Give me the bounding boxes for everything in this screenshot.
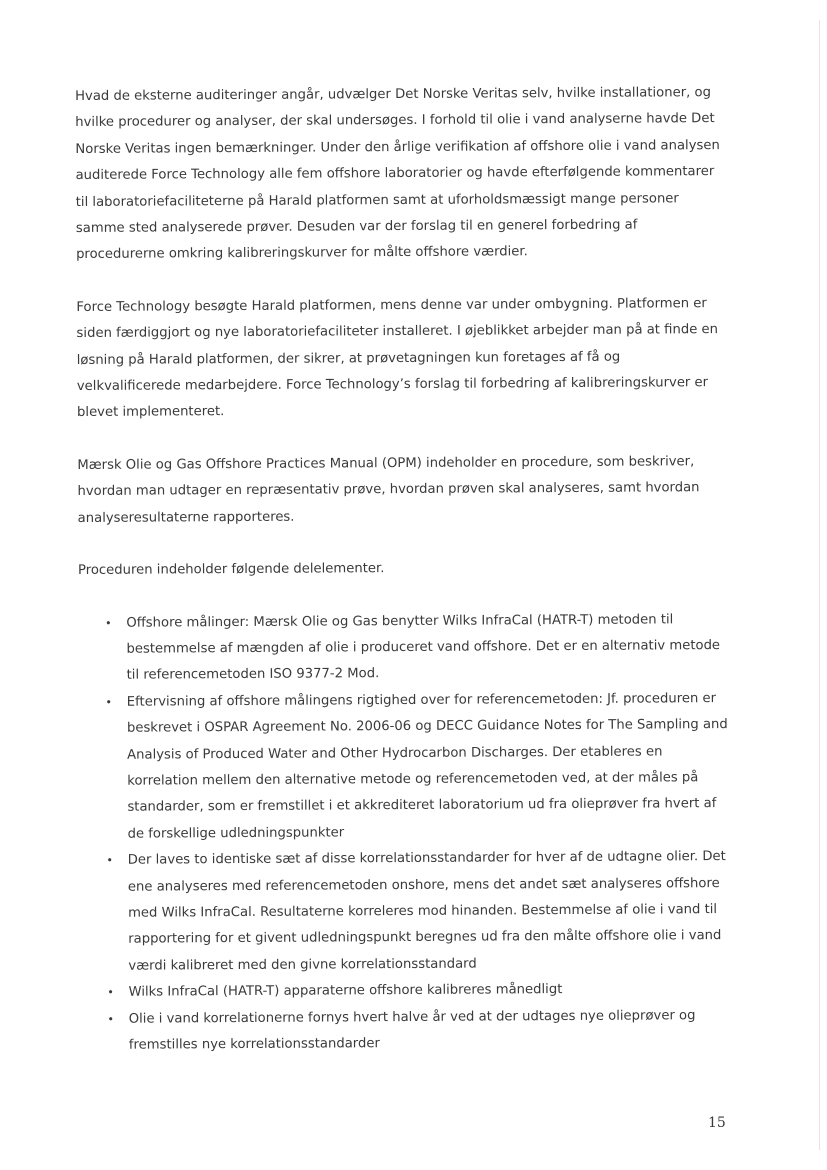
paragraph-opm-manual: Mærsk Olie og Gas Offshore Practices Manual (OPM) indeholder en procedure, som beskriver, hvordan man udtager en repræsentativ prøve, hvordan prøven skal analyseres, samt hvordan analyseresultaterne rapporteres. bbox=[77, 454, 700, 526]
list-item bbox=[80, 844, 731, 980]
document-body bbox=[75, 80, 731, 1059]
bullet-icon: • bbox=[107, 985, 114, 1000]
procedure-bullet-list bbox=[78, 607, 731, 1060]
bullet-text: Olie i vand korrelationerne fornys hvert halve år ved at der udtages nye olieprøver og fremstilles nye korrelationsstandarder bbox=[128, 1007, 696, 1053]
bullet-text: Der laves to identiske sæt af disse korrelationsstandarder for hver af de udtagne olier. Det ene analyseres med referencemetoden onshore, mens det andet sæt analyseres offshore med Wilks InfraCal. Resultaterne korreleres mod hinanden. Bestemmelse af olie i vand til rapportering for et givent udledningspunkt beregnes ud fra den målte offshore olie i vand værdi kalibreret med den givne korrelationsstandard bbox=[127, 849, 726, 974]
list-item bbox=[80, 976, 730, 1006]
bullet-text: Wilks InfraCal (HATR-T) apparaterne offshore kalibreres månedligt bbox=[128, 982, 563, 1000]
bullet-text: Eftervisning af offshore målingens rigtighed over for referencemetoden: Jf. proceduren er beskrevet i OSPAR Agreement No. 2006-06 og DECC Guidance Notes for The Sampling and Analysis of Produced Water and Other Hydrocarbon Discharges. Der etableres en korrelation mellem den alternative metode og referencemetoden ved, at der måles på standarder, som er fremstillet i et akkrediteret laboratorium ud fra olieprøver fra hvert af de forskellige udledningspunkter bbox=[126, 690, 728, 842]
bullet-icon: • bbox=[105, 695, 113, 709]
paragraph-audit: Hvad de eksterne auditeringer angår, udvælger Det Norske Veritas selv, hvilke installationer, og hvilke procedurer og analyser, der skal undersøges. I forhold til olie i vand analyserne havde Det Norske Veritas ingen bemærkninger. Under den årlige verifikation af offshore olie i vand analysen auditerede Force Technology alle fem offshore laboratorier og havde efterfølgende kommentarer til laboratoriefaciliteterne på Harald platformen samt at uforholdsmæssigt mange personer samme sted analyserede prøver. Desuden var der forslag til en generel forbedring af procedurerne omkring kalibreringskurver for målte offshore værdier. bbox=[75, 85, 720, 263]
page-number: 15 bbox=[708, 1115, 726, 1131]
bullet-text: Offshore målinger: Mærsk Olie og Gas benytter Wilks InfraCal (HATR-T) metoden til bestemmelse af mængden af olie i produceret vand offshore. Det er en alternativ metode til referencemetoden ISO 9377-2 Mod. bbox=[126, 611, 721, 684]
bullet-icon: • bbox=[106, 853, 114, 867]
bullet-icon: • bbox=[107, 1012, 115, 1026]
list-item bbox=[79, 686, 730, 848]
paragraph-force-technology: Force Technology besøgte Harald platformen, mens denne var under ombygning. Platformen er siden færdiggjort og nye laboratoriefaciliteter installeret. I øjeblikket arbejder man på at finde en løsning på Harald platformen, der sikrer, at prøvetagningen kun foretages af få og velkvalificerede medarbejdere. Force Technology’s forslag til forbedring af kalibreringskurver er blevet implementeret. bbox=[76, 295, 718, 421]
list-item bbox=[81, 1003, 731, 1060]
list-item bbox=[78, 607, 728, 690]
paragraph-procedure-intro: Proceduren indeholder følgende delelementer. bbox=[77, 561, 385, 579]
scan-edge-line bbox=[819, 20, 820, 1150]
bullet-icon: • bbox=[105, 616, 112, 630]
